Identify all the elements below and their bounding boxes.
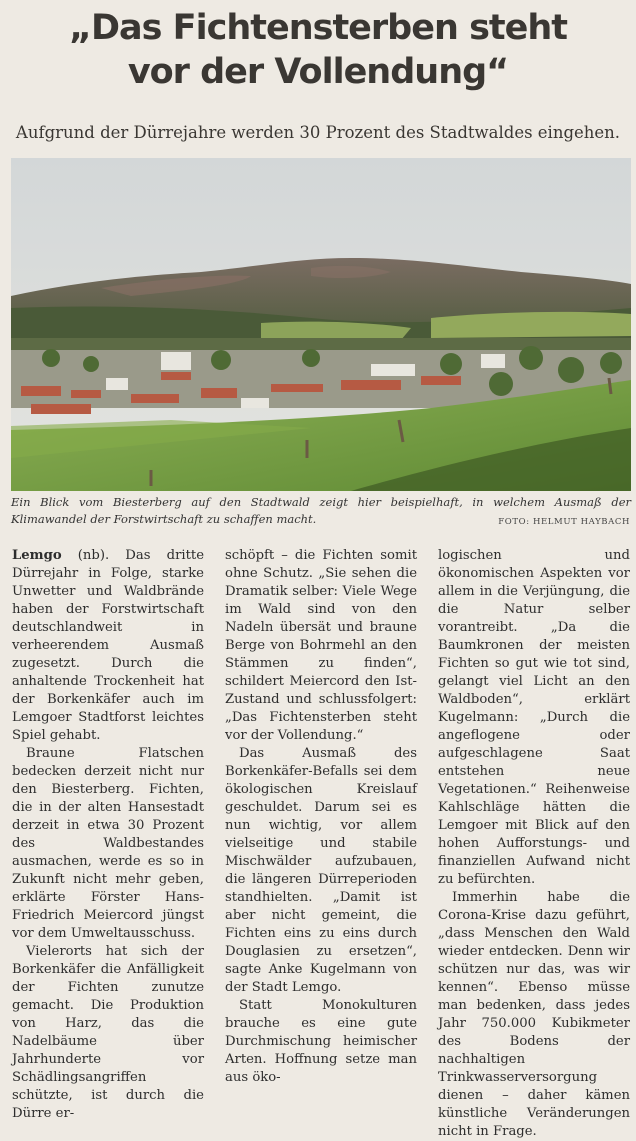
headline-line-2: vor der Vollendung“ (127, 52, 509, 92)
dateline: Lemgo (12, 548, 62, 563)
subheadline: Aufgrund der Dürrejahre werden 30 Prozent des Stadtwaldes eingehen. (15, 123, 621, 142)
article-column-3 (438, 547, 630, 1141)
article-paragraph: Das Ausmaß des Borkenkäfer-Befalls sei dem ökologischen Kreislauf geschuldet. Darum sei es nun wichtig, vor allem vielseitige und stabile Mischwälder aufzubauen, die längeren Dürreperioden standhielten. „Damit ist aber nicht gemeint, die Fichten eins zu eins durch Douglasien zu ersetzen“, sagte Anke Kugelmann von der Stadt Lemgo. (225, 746, 417, 995)
headline (0, 6, 636, 94)
landscape-photo-illustration (11, 158, 631, 491)
article-column-1 (12, 547, 204, 1123)
article-column-2 (225, 547, 417, 1087)
photo-caption-text: Ein Blick vom Biesterberg auf den Stadtwald zeigt hier beispielhaft, in welchem Ausmaß der Klimawandel der Forstwirtschaft zu schaffen macht. (11, 495, 631, 526)
article-paragraph: logischen und ökonomischen Aspekten vor allem in die Verjüngung, die die Natur selber vorantreibt. „Da die Baumkronen der meisten Fichten so gut wie tot sind, gelangt viel Licht an den Waldboden“, erklärt Kugelmann: „Durch die angeflogene oder aufgeschlagene Saat entstehen neue Vegetationen.“ Reihenweise Kahlschläge hätten die Lemgoer mit Blick auf den hohen Aufforstungs- und finanziellen Aufwand nicht zu befürchten. (438, 548, 630, 887)
article-photo (11, 158, 631, 491)
article-paragraph: Immerhin habe die Corona-Krise dazu geführt, „dass Menschen den Wald wieder entdecken. Denn wir schützen nur das, was wir kennen“. Ebenso müsse man bedenken, dass jedes Jahr 750.000 Kubikmeter des Bodens der nachhaltigen Trinkwasserversorgung dienen – daher kämen künstliche Veränderungen nicht in Frage. (438, 890, 630, 1139)
article-paragraph: Braune Flatschen bedecken derzeit nicht nur den Biesterberg. Fichten, die in der alten Hansestadt derzeit in etwa 30 Prozent des Waldbestandes ausmachen, werde es so in Zukunft nicht mehr geben, erklärte Förster Hans-Friedrich Meiercord jüngst vor dem Umweltausschuss. (12, 746, 204, 941)
lead-text: (nb). Das dritte Dürrejahr in Folge, starke Unwetter und Waldbrände haben der Forstwirtschaft deutschlandweit in verheerendem Ausmaß zugesetzt. Durch die anhaltende Trockenheit hat der Borkenkäfer auch im Lemgoer Stadtforst leichtes Spiel gehabt. (12, 548, 204, 743)
article-paragraph: Statt Monokulturen brauche es eine gute Durchmischung heimischer Arten. Hoffnung setze man aus öko- (225, 998, 417, 1085)
headline-line-1: „Das Fichtensterben steht (68, 8, 568, 48)
article-paragraph: schöpft – die Fichten somit ohne Schutz. „Sie sehen die Dramatik selber: Viele Wege im Wald sind von den Nadeln übersät und braune Berge von Bohrmehl an den Stämmen zu finden“, schildert Meiercord den Ist-Zustand und schlussfolgert: „Das Fichtensterben steht vor der Vollendung.“ (225, 548, 417, 743)
photo-credit: FOTO: HELMUT HAYBACH (498, 517, 630, 527)
article-paragraph (12, 547, 204, 745)
article-paragraph: Vielerorts hat sich der Borkenkäfer die Anfälligkeit der Fichten zunutze gemacht. Die Produktion von Harz, das die Nadelbäume über Jahrhunderte vor Schädlingsangriffen schützte, ist durch die Dürre er- (12, 944, 204, 1121)
